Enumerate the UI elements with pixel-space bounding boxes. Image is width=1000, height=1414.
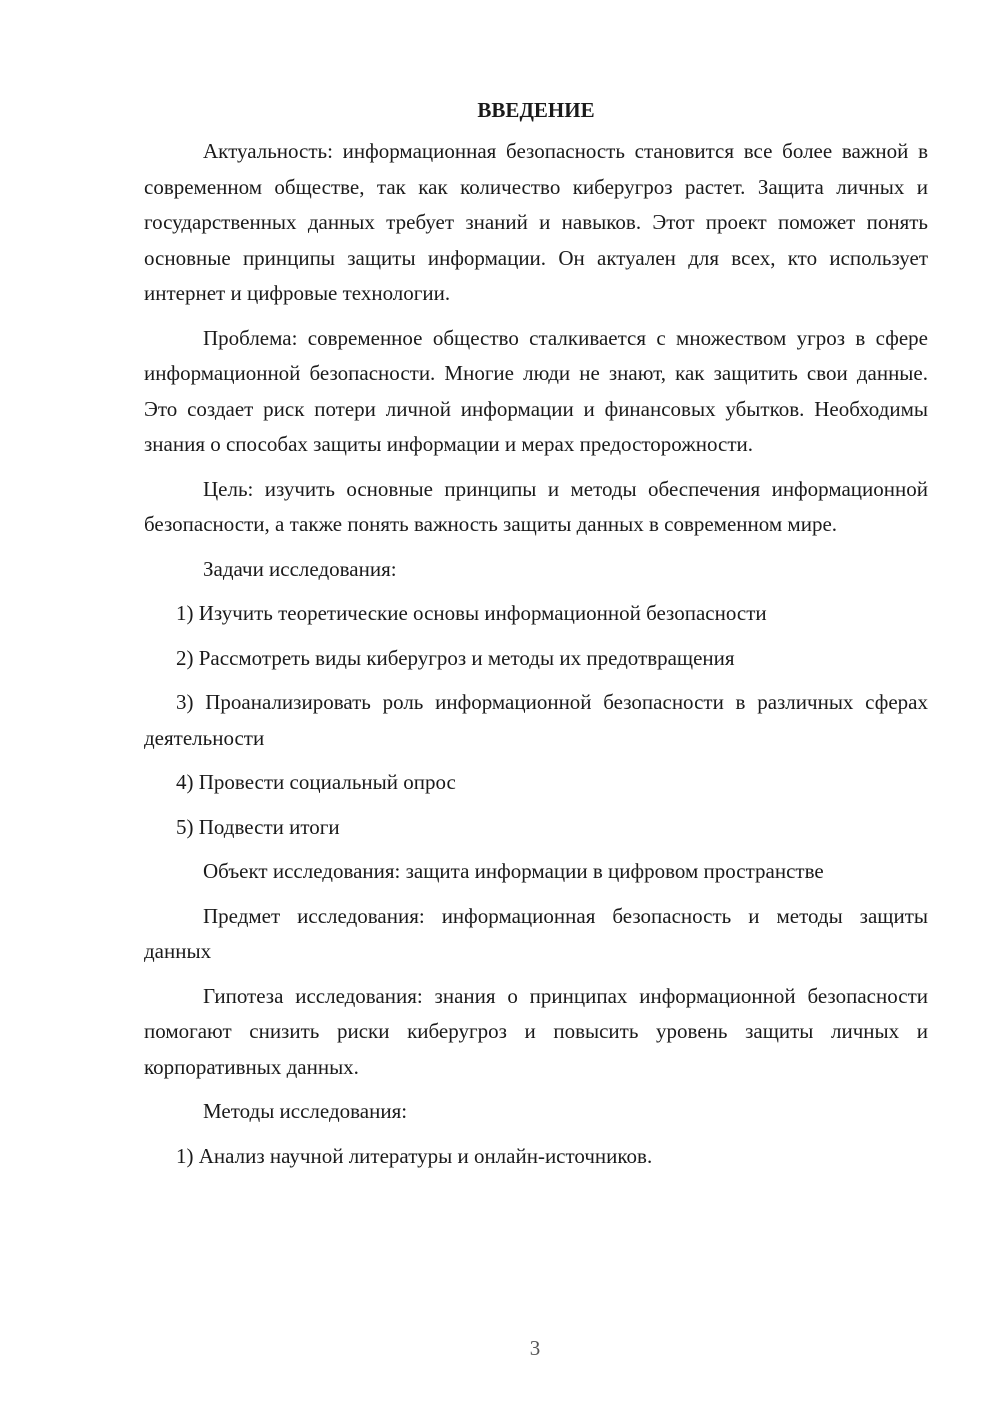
- paragraph-problem: Проблема: современное общество сталкивается с множеством угроз в сфере информационной безопасности. Многие люди не знают, как защитить свои данные. Это создает риск потери личной информации и финансовых убытков. Необходимы знания о способах защиты информации и мерах предосторожности.: [144, 325, 928, 456]
- task-item-2: 2) Рассмотреть виды киберугроз и методы их предотвращения: [176, 645, 735, 670]
- method-item-1: 1) Анализ научной литературы и онлайн-источников.: [176, 1143, 653, 1168]
- task-item-3: 3) Проанализировать роль информационной безопасности в различных сферах деятельности: [144, 690, 928, 750]
- task-item-5: 5) Подвести итоги: [176, 814, 340, 839]
- paragraph-object: Объект исследования: защита информации в цифровом пространстве: [203, 859, 824, 883]
- paragraph-subject: Предмет исследования: информационная безопасность и методы защиты данных: [144, 903, 928, 963]
- paragraph-goal: Цель: изучить основные принципы и методы обеспечения информационной безопасности, а также понять важность защиты данных в современном мире.: [144, 476, 928, 536]
- paragraph-relevance: Актуальность: информационная безопасность становится все более важной в современном обществе, так как количество киберугроз растет. Защита личных и государственных данных требует знаний и навыков. Этот проект поможет понять основные принципы защиты информации. Он актуален для всех, кто использует интернет и цифровые технологии.: [144, 139, 928, 305]
- paragraph-tasks-heading: Задачи исследования:: [203, 556, 397, 581]
- page-content: [144, 98, 928, 1183]
- task-item-1: 1) Изучить теоретические основы информационной безопасности: [176, 601, 767, 625]
- paragraph-methods-heading: Методы исследования:: [203, 1099, 408, 1123]
- task-item-4: 4) Провести социальный опрос: [176, 770, 456, 794]
- page-number: 3: [529, 1336, 541, 1360]
- paragraph-hypothesis: Гипотеза исследования: знания о принципах информационной безопасности помогают снизить риски киберугроз и повысить уровень защиты личных и корпоративных данных.: [144, 983, 928, 1079]
- section-title: ВВЕДЕНИЕ: [477, 98, 595, 122]
